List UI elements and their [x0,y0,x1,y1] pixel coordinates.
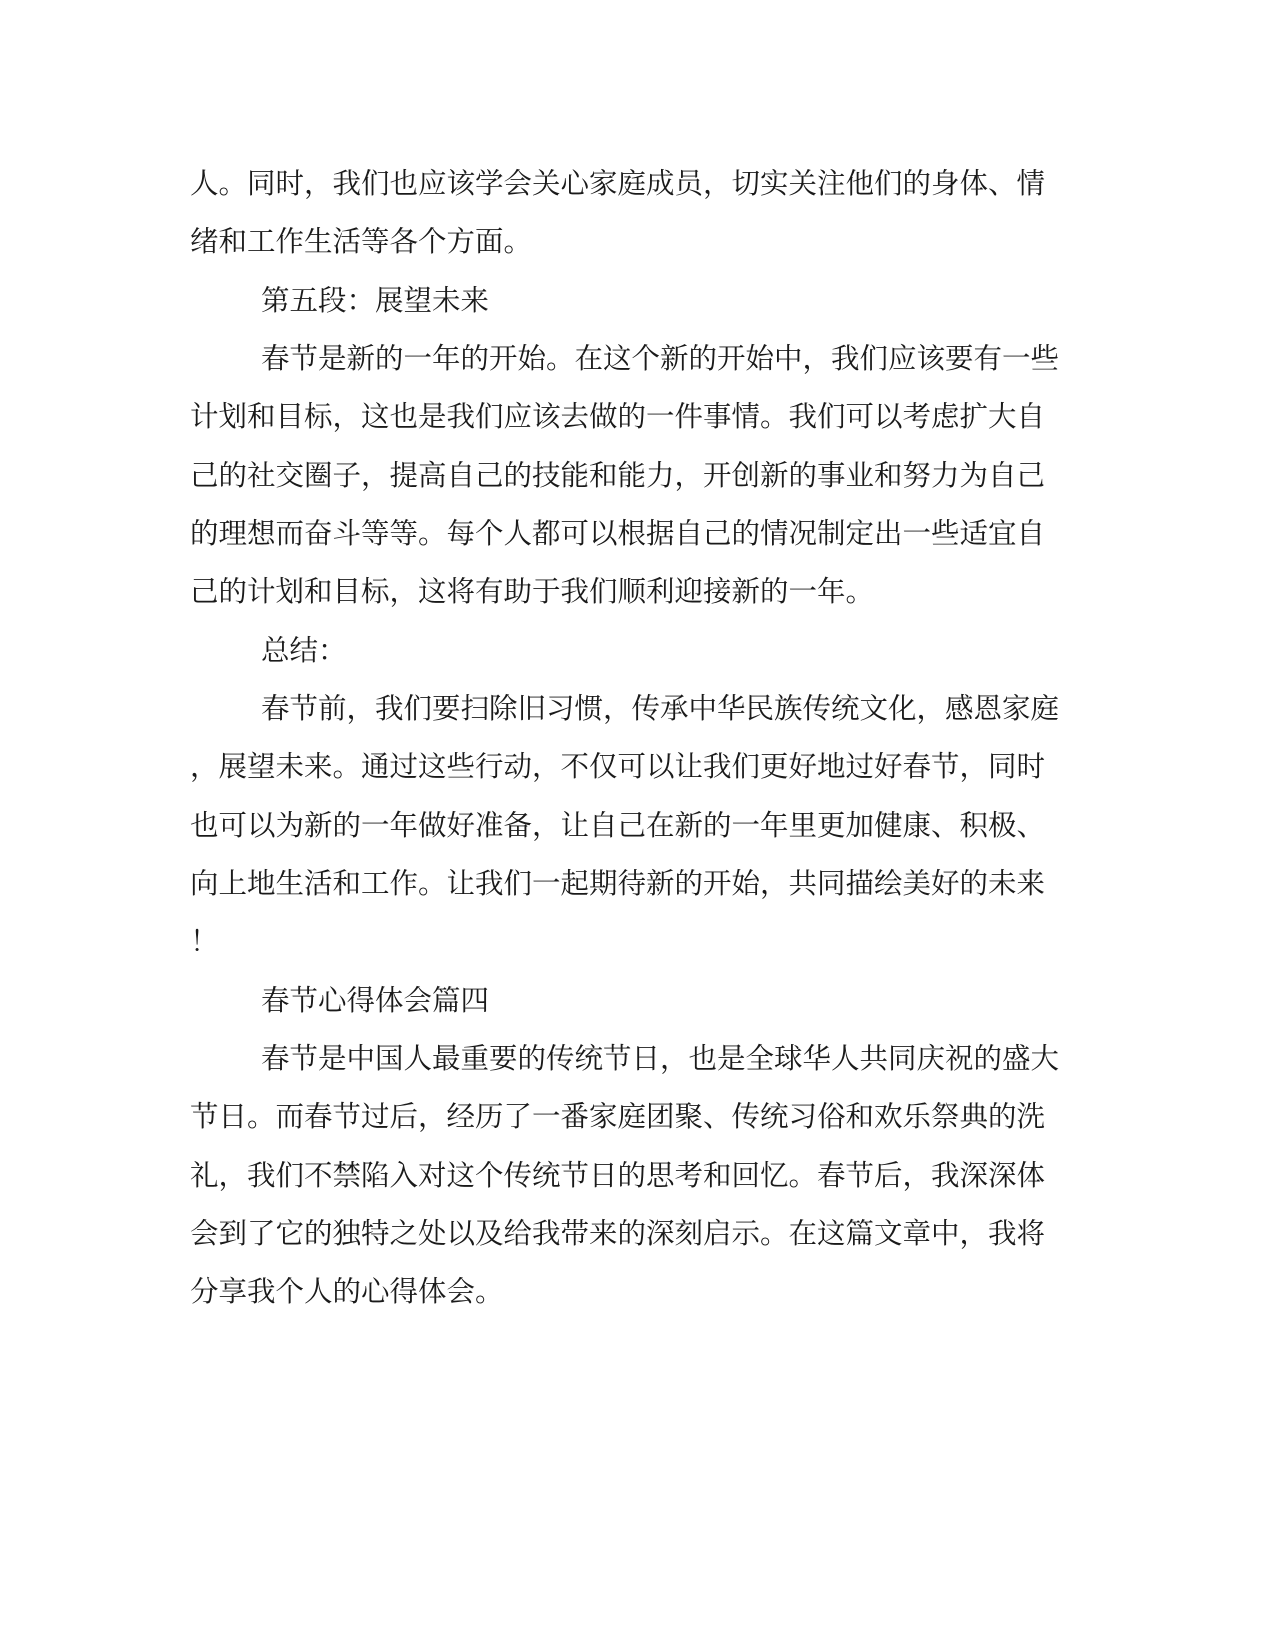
text-line: 人。同时，我们也应该学会关心家庭成员，切实关注他们的身体、情 [190,167,1046,200]
text-line: 己的计划和目标，这将有助于我们顺利迎接新的一年。 [190,575,875,608]
text-line: 春节是新的一年的开始。在这个新的开始中，我们应该要有一些 [261,342,1060,375]
text-line: 也可以为新的一年做好准备，让自己在新的一年里更加健康、积极、 [190,809,1046,842]
text-line: 向上地生活和工作。让我们一起期待新的开始，共同描绘美好的未来 [190,867,1046,900]
text-line: 计划和目标，这也是我们应该去做的一件事情。我们可以考虑扩大自 [190,400,1046,433]
text-line: 礼，我们不禁陷入对这个传统节日的思考和回忆。春节后，我深深体 [190,1159,1046,1192]
text-line: 节日。而春节过后，经历了一番家庭团聚、传统习俗和欢乐祭典的洗 [190,1100,1046,1133]
text-line: ，展望未来。通过这些行动，不仅可以让我们更好地过好春节，同时 [190,750,1046,783]
section-heading: 总结： [261,634,347,667]
text-line: 春节是中国人最重要的传统节日，也是全球华人共同庆祝的盛大 [261,1042,1060,1075]
text-line: 己的社交圈子，提高自己的技能和能力，开创新的事业和努力为自己 [190,459,1046,492]
text-line: 春节前，我们要扫除旧习惯，传承中华民族传统文化，感恩家庭 [261,692,1060,725]
text-line: 分享我个人的心得体会。 [190,1275,504,1308]
section-heading: 春节心得体会篇四 [261,984,490,1017]
text-line: 的理想而奋斗等等。每个人都可以根据自己的情况制定出一些适宜自 [190,517,1046,550]
section-heading: 第五段：展望未来 [261,284,490,317]
text-line: 绪和工作生活等各个方面。 [190,225,533,258]
text-line: ！ [190,925,219,958]
text-line: 会到了它的独特之处以及给我带来的深刻启示。在这篇文章中，我将 [190,1217,1046,1250]
